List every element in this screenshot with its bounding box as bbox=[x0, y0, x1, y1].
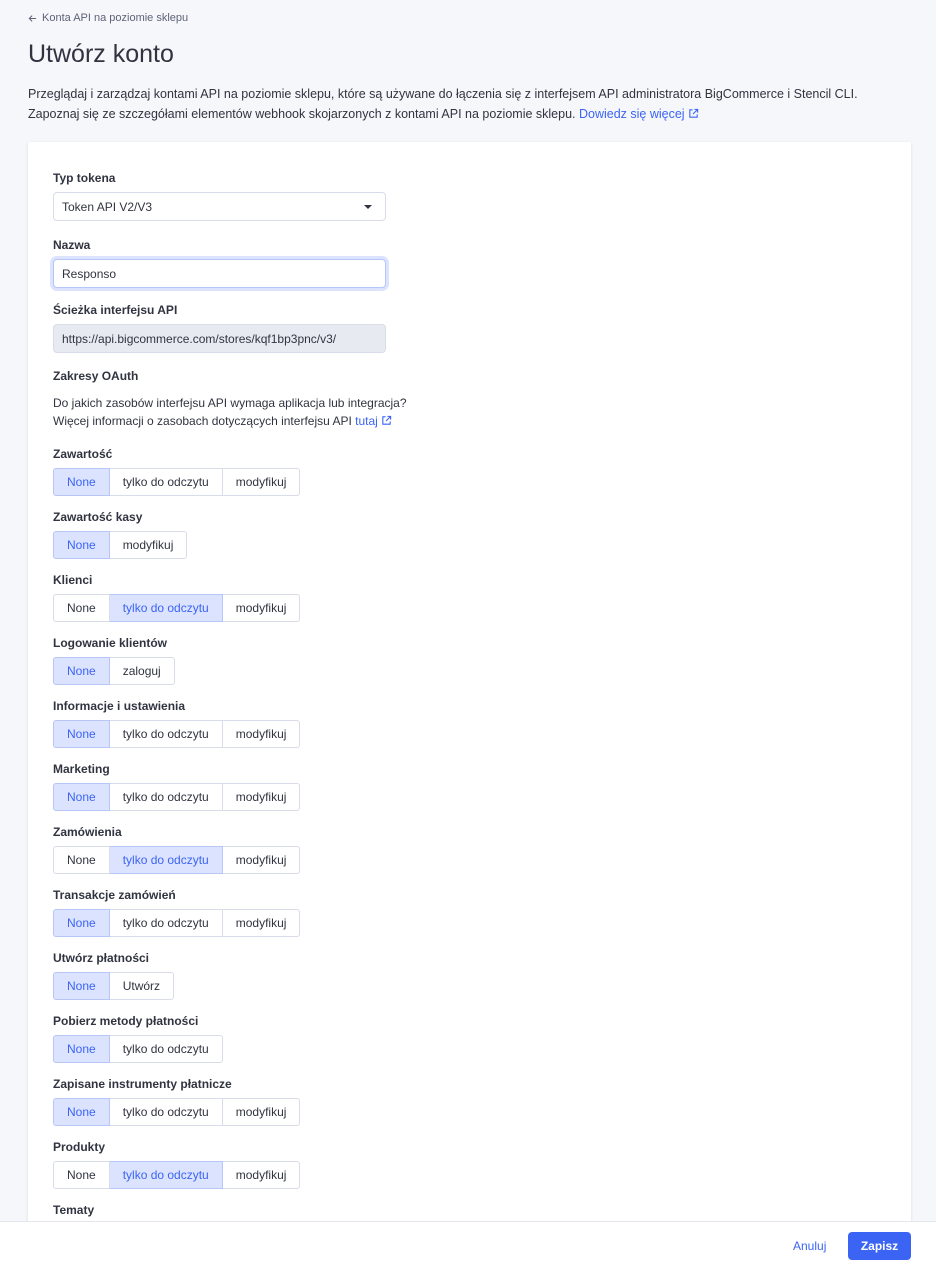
scope-option-button[interactable]: modyfikuj bbox=[110, 531, 188, 559]
scope-label: Pobierz metody płatności bbox=[53, 1014, 199, 1028]
oauth-label: Zakresy OAuth bbox=[53, 369, 139, 383]
scope-toggle-group bbox=[53, 909, 300, 937]
page bbox=[0, 0, 936, 124]
scope-option-button[interactable]: tylko do odczytu bbox=[110, 783, 223, 811]
scope-row bbox=[53, 887, 886, 937]
scope-option-button[interactable]: tylko do odczytu bbox=[110, 1035, 223, 1063]
scope-option-button[interactable]: None bbox=[53, 657, 110, 685]
scope-label: Zamówienia bbox=[53, 825, 122, 839]
scope-row bbox=[53, 698, 886, 748]
scope-toggle-group bbox=[53, 1035, 223, 1063]
arrow-left-icon bbox=[28, 14, 37, 23]
api-path-field bbox=[53, 302, 886, 353]
scope-option-button[interactable]: modyfikuj bbox=[223, 720, 301, 748]
oauth-help-line2: Więcej informacji o zasobach dotyczących interfejsu API tutaj bbox=[53, 412, 886, 430]
caret-down-icon bbox=[364, 205, 372, 209]
oauth-help-link[interactable]: tutaj bbox=[355, 414, 392, 428]
scope-option-button[interactable]: tylko do odczytu bbox=[110, 1098, 223, 1126]
scope-toggle-group bbox=[53, 720, 300, 748]
scope-option-button[interactable]: modyfikuj bbox=[223, 594, 301, 622]
scope-option-button[interactable]: modyfikuj bbox=[223, 783, 301, 811]
scope-label: Transakcje zamówień bbox=[53, 888, 176, 902]
api-path-input[interactable] bbox=[53, 324, 386, 353]
scope-option-button[interactable]: tylko do odczytu bbox=[110, 594, 223, 622]
scope-option-button[interactable]: None bbox=[53, 846, 110, 874]
scope-option-button[interactable]: None bbox=[53, 531, 110, 559]
scope-option-button[interactable]: Utwórz bbox=[110, 972, 174, 1000]
footer-bar bbox=[0, 1221, 936, 1267]
token-type-value: Token API V2/V3 bbox=[62, 199, 153, 214]
scope-label: Zapisane instrumenty płatnicze bbox=[53, 1077, 232, 1091]
page-title: Utwórz konto bbox=[28, 40, 174, 68]
scope-option-button[interactable]: tylko do odczytu bbox=[110, 846, 223, 874]
external-link-icon bbox=[688, 108, 699, 119]
scope-row bbox=[53, 1013, 886, 1063]
scope-option-button[interactable]: None bbox=[53, 720, 110, 748]
scope-row bbox=[53, 509, 886, 559]
scope-toggle-group bbox=[53, 468, 300, 496]
scope-option-button[interactable]: None bbox=[53, 1161, 110, 1189]
scope-option-button[interactable]: None bbox=[53, 909, 110, 937]
token-type-label: Typ tokena bbox=[53, 171, 116, 185]
scope-option-button[interactable]: modyfikuj bbox=[223, 1098, 301, 1126]
scope-label: Logowanie klientów bbox=[53, 636, 168, 650]
scope-label: Utwórz płatności bbox=[53, 951, 150, 965]
oauth-help bbox=[53, 394, 886, 430]
scope-toggle-group bbox=[53, 972, 174, 1000]
scope-option-button[interactable]: zaloguj bbox=[110, 657, 175, 685]
scope-row bbox=[53, 950, 886, 1000]
scope-option-button[interactable]: modyfikuj bbox=[223, 468, 301, 496]
scope-option-button[interactable]: modyfikuj bbox=[223, 846, 301, 874]
scope-option-button[interactable]: None bbox=[53, 1035, 110, 1063]
scope-row bbox=[53, 1076, 886, 1126]
description-text: Przeglądaj i zarządzaj kontami API na poziomie sklepu, które są używane do łączenia się z interfejsem API administratora BigCommerce i Stencil CLI. Zapoznaj się ze szczegółami elementów webhook skojarzonych z kontami API na poziomie sklepu. bbox=[28, 87, 858, 121]
scope-option-button[interactable]: None bbox=[53, 972, 110, 1000]
save-button[interactable]: Zapisz bbox=[848, 1232, 911, 1260]
name-label: Nazwa bbox=[53, 238, 91, 252]
scope-row bbox=[53, 1139, 886, 1189]
token-type-select[interactable] bbox=[53, 192, 386, 221]
api-path-label: Ścieżka interfejsu API bbox=[53, 303, 178, 317]
oauth-section bbox=[53, 368, 886, 430]
scope-option-button[interactable]: tylko do odczytu bbox=[110, 909, 223, 937]
external-link-icon bbox=[381, 415, 392, 426]
scope-option-button[interactable]: tylko do odczytu bbox=[110, 720, 223, 748]
scope-option-button[interactable]: modyfikuj bbox=[223, 1161, 301, 1189]
scope-row bbox=[53, 572, 886, 622]
scope-option-button[interactable]: tylko do odczytu bbox=[110, 468, 223, 496]
name-input[interactable] bbox=[53, 259, 386, 288]
create-account-form bbox=[28, 142, 911, 1232]
scope-row bbox=[53, 635, 886, 685]
breadcrumb[interactable] bbox=[28, 11, 908, 25]
oauth-help-line1: Do jakich zasobów interfejsu API wymaga aplikacja lub integracja? bbox=[53, 396, 407, 410]
scope-option-button[interactable]: None bbox=[53, 468, 110, 496]
scope-row bbox=[53, 824, 886, 874]
scope-label: Zawartość bbox=[53, 447, 113, 461]
scope-toggle-group bbox=[53, 594, 300, 622]
scope-toggle-group bbox=[53, 531, 187, 559]
scope-label: Zawartość kasy bbox=[53, 510, 143, 524]
scope-toggle-group bbox=[53, 783, 300, 811]
scope-label: Tematy bbox=[53, 1203, 95, 1217]
scope-option-button[interactable]: None bbox=[53, 594, 110, 622]
token-type-field bbox=[53, 170, 886, 221]
name-field bbox=[53, 237, 886, 288]
scope-option-button[interactable]: None bbox=[53, 1098, 110, 1126]
scope-option-button[interactable]: None bbox=[53, 783, 110, 811]
scope-row bbox=[53, 446, 886, 496]
scope-option-button[interactable]: tylko do odczytu bbox=[110, 1161, 223, 1189]
scope-label: Marketing bbox=[53, 762, 110, 776]
scope-toggle-group bbox=[53, 1161, 300, 1189]
breadcrumb-link[interactable]: Konta API na poziomie sklepu bbox=[42, 12, 189, 24]
cancel-button[interactable]: Anuluj bbox=[780, 1232, 839, 1260]
page-description bbox=[28, 84, 908, 124]
scope-label: Produkty bbox=[53, 1140, 106, 1154]
scope-row bbox=[53, 761, 886, 811]
scope-toggle-group bbox=[53, 657, 175, 685]
scope-label: Informacje i ustawienia bbox=[53, 699, 186, 713]
scope-toggle-group bbox=[53, 1098, 300, 1126]
oauth-scopes bbox=[53, 446, 886, 1252]
scope-option-button[interactable]: modyfikuj bbox=[223, 909, 301, 937]
scope-toggle-group bbox=[53, 846, 300, 874]
learn-more-link[interactable]: Dowiedz się więcej bbox=[579, 107, 699, 121]
scope-label: Klienci bbox=[53, 573, 93, 587]
